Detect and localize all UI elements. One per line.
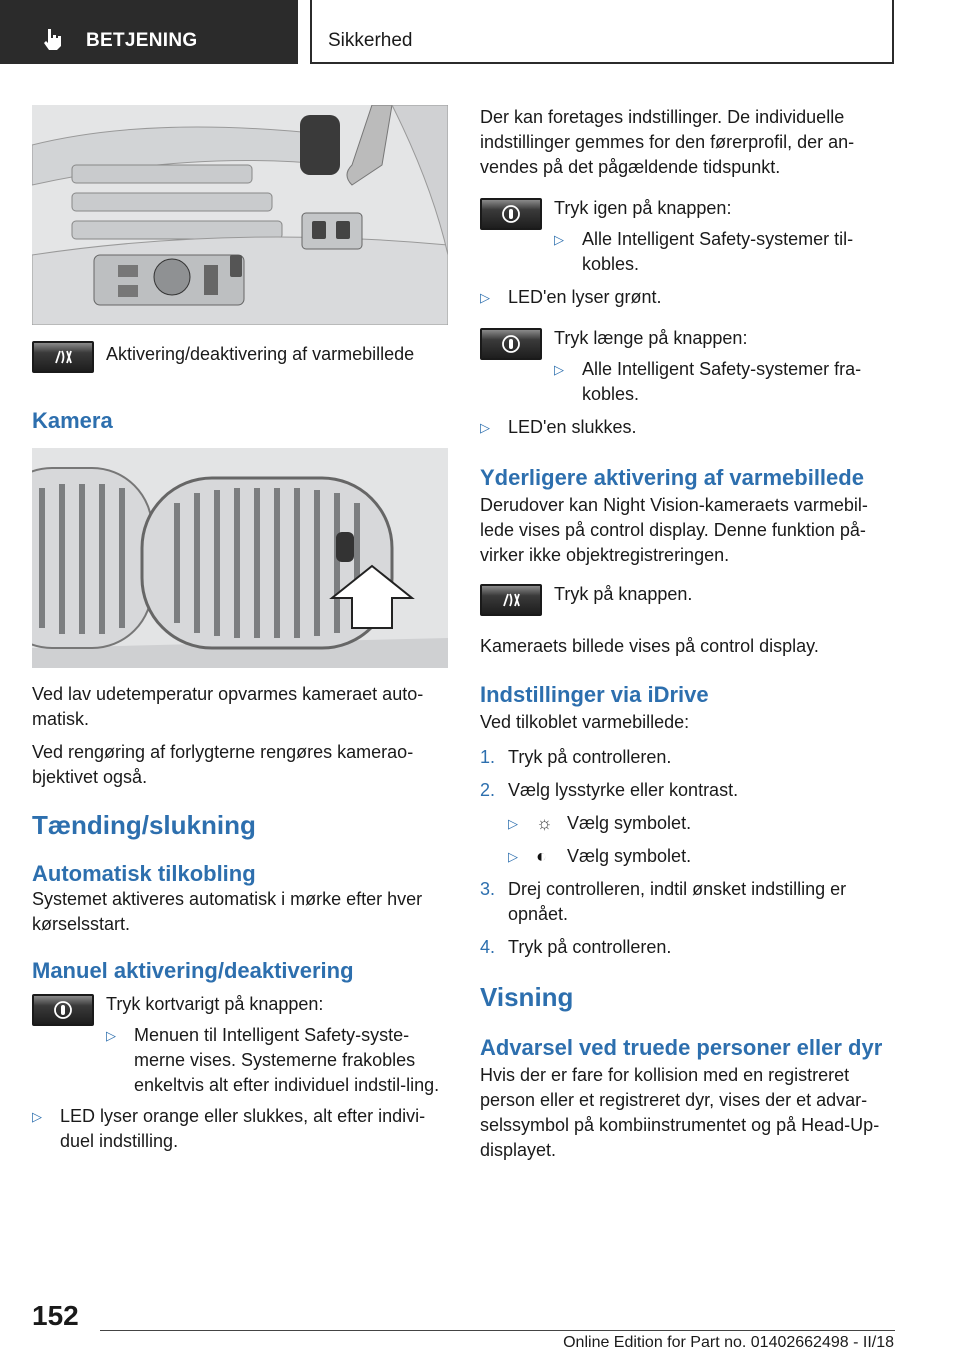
thermal-press-control [480,580,896,630]
section-title: BETJENING [86,30,198,51]
contrast-sub-item: ▷ ◐ Vælg symbolet. [508,844,896,869]
visning-heading: Visning [480,982,574,1012]
kamera-text-2: Ved rengøring af forlygterne rengøres kamerao‐bjektivet også. [32,742,414,787]
list-item: 2. Vælg lysstyrke eller kontrast. [480,780,739,800]
kamera-text-1: Ved lav udetemperatur opvarmes kameraet auto‐matisk. [32,684,424,729]
brightness-icon: ☼ [536,813,553,833]
press-again-bullet: ▷ Alle Intelligent Safety-systemer til‐kobles. [554,229,854,274]
yderligere-text: Derudover kan Night Vision-kameraets varmebil‐lede vises på control display. Denne funktion på‐virker ikke objektregistreringen. [480,495,868,565]
edition-label: Online Edition for Part no. 01402662498 - II/18 [563,1334,894,1351]
taending-heading: Tænding/slukning [32,810,256,840]
led-off-bullet: ▷ LED'en slukkes. [480,415,896,440]
bullet-icon: ▷ [106,1028,116,1043]
bullet-icon: ▷ [480,290,490,305]
brightness-sub-item: ▷ ☼ Vælg symbolet. [508,811,896,836]
right-column [480,105,896,1163]
thermal-image-button[interactable] [480,584,542,616]
led-green-bullet: ▷ LED'en lyser grønt. [480,285,896,310]
bullet-icon: ▷ [32,1109,42,1124]
press-long-control [480,324,896,407]
subsection-title: Sikkerhed [328,30,413,51]
bullet-icon: ▷ [554,232,564,247]
safety-icon [482,330,540,358]
subsection-tab [310,0,894,64]
yderligere-heading: Yderligere aktivering af varmebillede [480,465,864,490]
press-long-bullet: ▷ Alle Intelligent Safety-systemer fra‐kobles. [554,359,862,404]
page-header [0,0,960,66]
press-again-control [480,194,896,277]
settings-text: Der kan foretages indstillinger. De individuelle indstillinger gemmes for den førerprofil, der an‐vendes på det pågældende tidspunkt. [480,107,855,177]
section-tab [0,0,298,64]
contrast-icon: ◐ [536,846,547,866]
night-vision-icon [482,586,540,614]
safety-icon [482,200,540,228]
safety-button[interactable] [480,328,542,360]
press-long-text: Tryk længe på knappen: [554,328,748,348]
bullet-icon: ▷ [508,849,518,864]
safety-button[interactable] [480,198,542,230]
edition-text [563,1334,894,1352]
page-number: 152 [32,1300,79,1331]
manuel-heading: Manuel aktivering/deaktivering [32,958,354,983]
kamera-heading: Kamera [32,408,113,433]
list-item: 3. Drej controlleren, indtil ønsket indstilling er opnået. [480,879,847,924]
advarsel-heading: Advarsel ved truede personer eller dyr [480,1035,883,1060]
manuel-bullet-1: ▷ Menuen til Intelligent Safety-syste‐merne vises. Systemerne frakobles enkeltvis alt efter individuel indstil‐ling. [106,1025,440,1095]
hand-pointer-icon [40,26,66,52]
footer-divider [100,1330,895,1331]
manuel-btn-text: Tryk kortvarigt på knappen: [106,994,324,1014]
bullet-icon: ▷ [554,362,564,377]
dashboard-switch-photo [32,105,448,325]
bullet-icon: ▷ [480,420,490,435]
press-again-text: Tryk igen på knappen: [554,198,732,218]
thermal-image-control [32,337,448,387]
thermal-press-text: Tryk på knappen. [554,584,693,604]
manuel-control [32,990,448,1098]
bullet-icon: ▷ [508,816,518,831]
thermal-image-button[interactable] [32,341,94,373]
manuel-bullet-2: ▷ LED lyser orange eller slukkes, alt efter indivi‐duel indstilling. [32,1106,426,1151]
automatisk-text: Systemet aktiveres automatisk i mørke efter hver kørselsstart. [32,889,423,934]
thermal-caption: Aktivering/deaktivering af varmebillede [106,344,415,364]
list-item: 1. Tryk på controlleren. [480,747,672,767]
left-column [32,105,448,1154]
list-item: 4. Tryk på controlleren. [480,937,672,957]
advarsel-text: Hvis der er fare for kollision med en registreret person eller et registreret dyr, vises der et advar‐selssymbol på kombiinstrumentet og på Head-Up-displayet. [480,1065,880,1160]
camera-grille-photo [32,448,448,668]
night-vision-icon [34,343,92,371]
safety-button[interactable] [32,994,94,1026]
idrive-heading: Indstillinger via iDrive [480,682,709,707]
safety-icon [34,996,92,1024]
kameraets-text: Kameraets billede vises på control display. [480,636,819,656]
automatisk-heading: Automatisk tilkobling [32,861,256,886]
idrive-text: Ved tilkoblet varmebillede: [480,712,690,732]
